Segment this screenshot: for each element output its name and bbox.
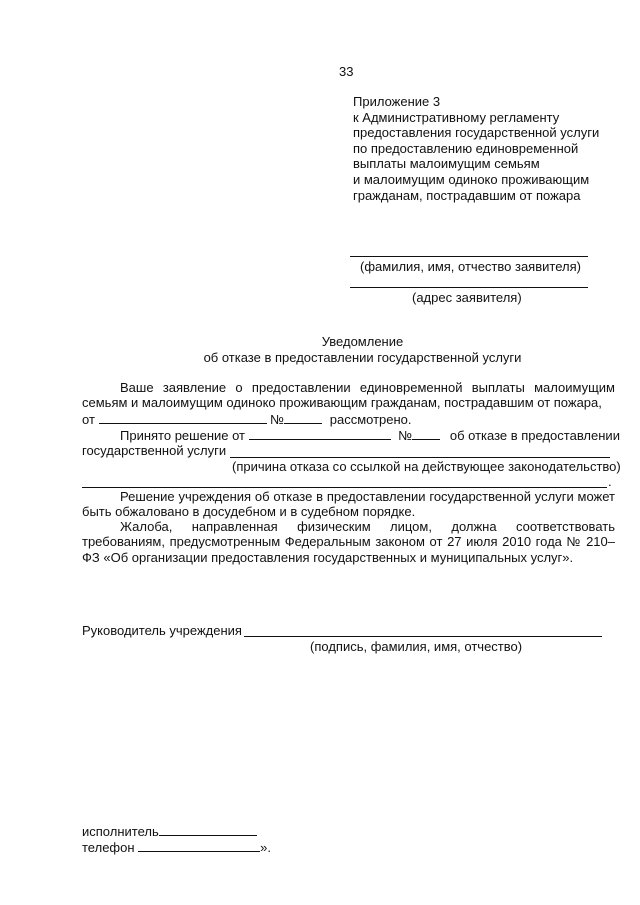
from-label: от	[82, 412, 95, 427]
decision-number-label: №	[398, 428, 413, 443]
considered-label: рассмотрено.	[329, 412, 412, 427]
application-paragraph	[82, 380, 615, 411]
appendix-line: выплаты малоимущим семьям	[353, 156, 540, 172]
decision-date-field[interactable]	[249, 427, 391, 440]
reason-continuation-line	[82, 487, 607, 488]
decision-row-2	[82, 443, 226, 458]
application-number-field[interactable]	[284, 411, 322, 424]
appendix-line: гражданам, пострадавшим от пожара	[353, 187, 581, 203]
phone-field[interactable]	[138, 839, 260, 852]
executor-field[interactable]	[159, 823, 257, 836]
application-date-field[interactable]	[99, 411, 267, 424]
appeal-paragraph: Решение учреждения об отказе в предоставлении государственной услуги может быть обжаловано в досудебном и в судебном порядке.	[82, 489, 615, 520]
signature-line	[244, 636, 602, 637]
decision-suffix: об отказе в предоставлении	[449, 428, 620, 443]
applicant-name-caption: (фамилия, имя, отчество заявителя)	[360, 259, 581, 274]
document-subtitle: об отказе в предоставлении государственной услуги	[203, 350, 522, 365]
appendix-line: по предоставлению единовременной	[353, 140, 579, 156]
document-title: Уведомление	[321, 334, 404, 349]
executor-label: исполнитель	[82, 824, 159, 839]
decision-line2: государственной услуги	[82, 443, 227, 458]
appendix-block	[353, 94, 599, 203]
appendix-line: и малоимущим одиноко проживающим	[353, 171, 590, 187]
signature-label: Руководитель учреждения	[82, 623, 242, 638]
signature-caption: (подпись, фамилия, имя, отчество)	[310, 639, 523, 654]
number-label: №	[270, 412, 285, 427]
complaint-paragraph: Жалоба, направленная физическим лицом, должна соответствовать требованиям, предусмотренным Федеральным законом от 27 июля 2010 года № 210–ФЗ «Об организации предоставления государственных и муниципальных услуг».	[82, 519, 615, 565]
phone-row	[82, 839, 271, 855]
page-number: 33	[339, 64, 354, 79]
phone-end: ».	[260, 840, 271, 855]
application-date-row	[82, 411, 412, 427]
reason-end: .	[608, 474, 612, 489]
applicant-address-line	[350, 287, 588, 288]
appendix-line: предоставления государственной услуги	[353, 125, 600, 141]
applicant-address-caption: (адрес заявителя)	[412, 290, 522, 305]
phone-label: телефон	[82, 840, 135, 855]
decision-row	[120, 427, 620, 443]
applicant-name-line	[350, 256, 588, 257]
decision-prefix: Принято решение от	[120, 428, 246, 443]
appendix-line: к Административному регламенту	[353, 109, 560, 125]
decision-number-field[interactable]	[412, 427, 440, 440]
appendix-line: Приложение 3	[353, 94, 441, 109]
executor-row	[82, 823, 257, 839]
reason-caption: (причина отказа со ссылкой на действующее законодательство)	[232, 459, 621, 474]
reason-line	[230, 457, 610, 458]
application-text: Ваше заявление о предоставлении единовременной выплаты малоимущим семьям и малоимущим одиноко проживающим гражданам, пострадавшим от пожара,	[82, 380, 615, 411]
